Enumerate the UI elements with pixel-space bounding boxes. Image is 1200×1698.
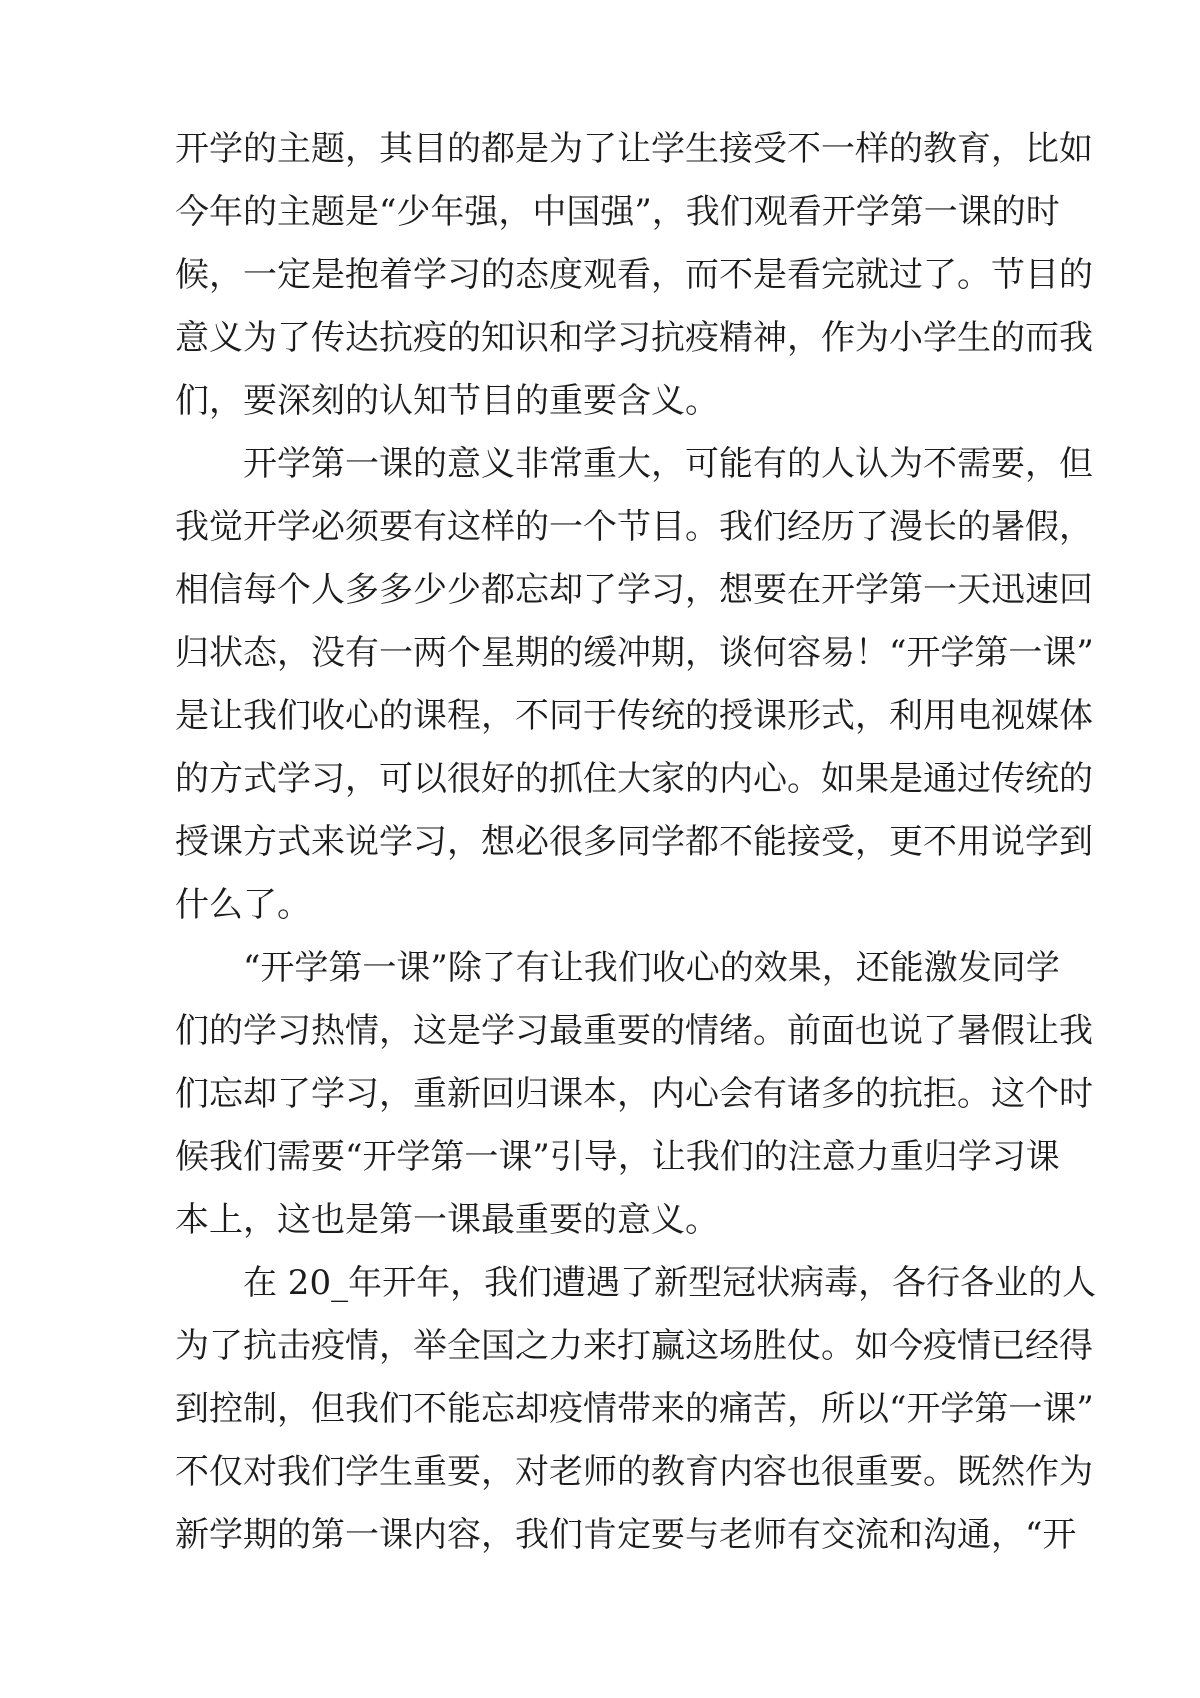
paragraph — [175, 118, 1093, 433]
text-line: 到控制，但我们不能忘却疫情带来的痛苦，所以“开学第一课” — [175, 1389, 1094, 1429]
text-line: “开学第一课”除了有让我们收心的效果，还能激发同学 — [243, 948, 1060, 988]
text-line: 今年的主题是“少年强，中国强”，我们观看开学第一课的时 — [175, 192, 1060, 232]
paragraph — [175, 433, 1094, 937]
text-line: 为了抗击疫情，举全国之力来打赢这场胜仗。如今疫情已经得 — [175, 1326, 1093, 1366]
text-line: 新学期的第一课内容，我们肯定要与老师有交流和沟通，“开 — [175, 1515, 1077, 1555]
text-line: 不仅对我们学生重要，对老师的教育内容也很重要。既然作为 — [175, 1452, 1093, 1492]
paragraph — [175, 937, 1093, 1252]
text-line: 本上，这也是第一课最重要的意义。 — [175, 1200, 719, 1240]
text-line: 授课方式来说学习，想必很多同学都不能接受，更不用说学到 — [175, 822, 1093, 862]
text-line: 归状态，没有一两个星期的缓冲期，谈何容易！“开学第一课” — [175, 633, 1094, 673]
text-line: 们的学习热情，这是学习最重要的情绪。前面也说了暑假让我 — [175, 1011, 1093, 1051]
text-line: 开学第一课的意义非常重大，可能有的人认为不需要，但 — [243, 444, 1093, 484]
text-line: 候，一定是抱着学习的态度观看，而不是看完就过了。节目的 — [175, 255, 1093, 295]
text-line: 们忘却了学习，重新回归课本，内心会有诸多的抗拒。这个时 — [175, 1074, 1093, 1114]
text-line: 我觉开学必须要有这样的一个节目。我们经历了漫长的暑假， — [175, 507, 1093, 547]
text-line: 的方式学习，可以很好的抓住大家的内心。如果是通过传统的 — [175, 759, 1093, 799]
text-line: 是让我们收心的课程，不同于传统的授课形式，利用电视媒体 — [175, 696, 1093, 736]
text-line: 开学的主题，其目的都是为了让学生接受不一样的教育，比如 — [175, 129, 1093, 169]
text-line: 们，要深刻的认知节目的重要含义。 — [175, 381, 719, 421]
paragraph — [175, 1252, 1097, 1567]
text-line: 候我们需要“开学第一课”引导，让我们的注意力重归学习课 — [175, 1137, 1060, 1177]
text-line: 意义为了传达抗疫的知识和学习抗疫精神，作为小学生的而我 — [175, 318, 1093, 358]
text-line: 相信每个人多多少少都忘却了学习，想要在开学第一天迅速回 — [175, 570, 1093, 610]
document-body — [175, 118, 1097, 1567]
text-line: 什么了。 — [175, 885, 311, 925]
text-line: 在 20_年开年，我们遭遇了新型冠状病毒，各行各业的人 — [243, 1263, 1097, 1303]
